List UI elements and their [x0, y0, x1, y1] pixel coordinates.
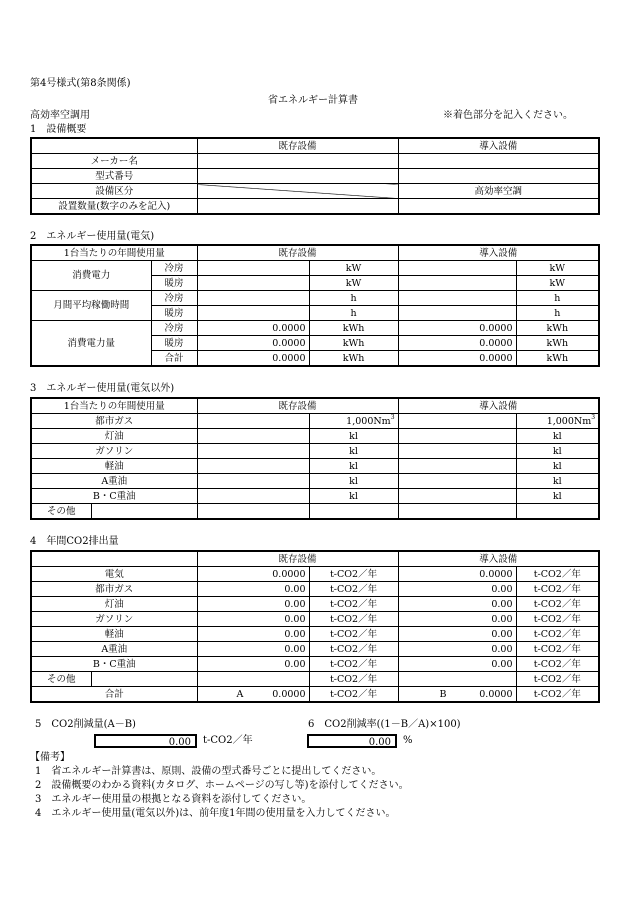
row-a-oil: A重油 [31, 474, 197, 489]
power-heating-new-input[interactable] [398, 276, 516, 291]
co2-other-existing[interactable] [197, 672, 309, 687]
quantity-new-input[interactable] [398, 199, 599, 215]
maker-new-input[interactable] [398, 154, 599, 169]
bc-oil-new-input[interactable] [398, 489, 516, 504]
group-hours: 月間平均稼働時間 [31, 291, 151, 321]
co2-city-gas-new: 0.00 [398, 582, 516, 597]
hours-heating-existing-input[interactable] [197, 306, 309, 321]
row-category: 設備区分 [31, 184, 197, 199]
kerosene-new-input[interactable] [398, 429, 516, 444]
co2-reduction-unit: t-CO2／年 [203, 735, 253, 746]
quantity-existing-input[interactable] [197, 199, 398, 215]
fill-note: ※着色部分を記入ください。 [443, 110, 573, 121]
col-existing: 既存設備 [197, 551, 398, 567]
row-quantity: 設置数量(数字のみを記入) [31, 199, 197, 215]
energy-total-existing: 0.0000 [197, 351, 309, 367]
label-cooling: 冷房 [151, 261, 197, 276]
unit: t-CO2／年 [516, 597, 599, 612]
a-oil-existing-input[interactable] [197, 474, 309, 489]
unit: kWh [309, 336, 398, 351]
co2-gasoline-existing: 0.00 [197, 612, 309, 627]
unit: kl [309, 474, 398, 489]
co2-total-existing: A 0.0000 [197, 687, 309, 703]
model-existing-input[interactable] [197, 169, 398, 184]
unit: h [309, 306, 398, 321]
row-city-gas: 都市ガス [31, 582, 197, 597]
label-b: B [439, 688, 447, 700]
unit: t-CO2／年 [309, 627, 398, 642]
section1-heading: 1 設備概要 [30, 124, 87, 135]
unit: t-CO2／年 [309, 672, 398, 687]
co2-light-oil-existing: 0.00 [197, 627, 309, 642]
city-gas-existing-input[interactable] [197, 414, 309, 429]
unit: t-CO2／年 [309, 597, 398, 612]
row-light-oil: 軽油 [31, 459, 197, 474]
hours-heating-new-input[interactable] [398, 306, 516, 321]
row-a-oil: A重油 [31, 642, 197, 657]
unit: kl [309, 429, 398, 444]
unit: kl [516, 489, 599, 504]
co2-a-oil-existing: 0.00 [197, 642, 309, 657]
unit: kW [516, 261, 599, 276]
unit: kWh [516, 336, 599, 351]
row-total: 合計 [31, 687, 197, 703]
unit: kl [309, 489, 398, 504]
unit: t-CO2／年 [309, 582, 398, 597]
label-cooling: 冷房 [151, 291, 197, 306]
note-item: 1 省エネルギー計算書は、原則、設備の型式番号ごとに提出してください。 [35, 766, 382, 777]
unit: kl [516, 459, 599, 474]
unit: kl [516, 429, 599, 444]
row-gasoline: ガソリン [31, 444, 197, 459]
notes-heading: 【備考】 [30, 752, 70, 763]
unit: kWh [516, 321, 599, 336]
form-number: 第4号様式(第8条関係) [30, 78, 131, 89]
hours-cooling-existing-input[interactable] [197, 291, 309, 306]
category-label: 高効率空調用 [30, 110, 90, 121]
co2-reduction-rate: 0.00 [307, 734, 397, 748]
row-other: その他 [31, 504, 91, 520]
unit: t-CO2／年 [309, 612, 398, 627]
unit: t-CO2／年 [309, 567, 398, 582]
row-city-gas: 都市ガス [31, 414, 197, 429]
unit: t-CO2／年 [516, 687, 599, 703]
co2-reduction-amount: 0.00 [94, 734, 197, 748]
section6-heading: 6 CO2削減率((1－B／A)×100) [308, 719, 461, 730]
unit: kW [516, 276, 599, 291]
col-new: 導入設備 [398, 245, 599, 261]
label-heating: 暖房 [151, 336, 197, 351]
row-other: その他 [31, 672, 91, 687]
hours-cooling-new-input[interactable] [398, 291, 516, 306]
other-name-input[interactable] [91, 504, 197, 520]
col-new: 導入設備 [398, 138, 599, 154]
unit: t-CO2／年 [516, 642, 599, 657]
row-kerosene: 灯油 [31, 429, 197, 444]
a-oil-new-input[interactable] [398, 474, 516, 489]
row-header: 1台当たりの年間使用量 [31, 398, 197, 414]
light-oil-existing-input[interactable] [197, 459, 309, 474]
unit: kl [516, 474, 599, 489]
row-bc-oil: B・C重油 [31, 657, 197, 672]
co2-reduction-rate-unit: % [403, 735, 413, 746]
co2-total-new: B 0.0000 [398, 687, 516, 703]
unit: 1,000Nm$^3$ [516, 414, 599, 429]
note-item: 3 エネルギー使用量の根拠となる資料を添付してください。 [35, 794, 312, 805]
unit: 1,000Nm$^3$ [309, 414, 398, 429]
unit: kWh [516, 351, 599, 367]
non-electric-usage-table [30, 397, 600, 520]
section2-heading: 2 エネルギー使用量(電気) [30, 231, 155, 242]
power-cooling-new-input[interactable] [398, 261, 516, 276]
unit: t-CO2／年 [309, 657, 398, 672]
co2-other-name[interactable] [91, 672, 197, 687]
row-model: 型式番号 [31, 169, 197, 184]
label-total: 合計 [151, 351, 197, 367]
col-existing: 既存設備 [197, 245, 398, 261]
unit: t-CO2／年 [309, 642, 398, 657]
other-new-unit-input[interactable] [516, 504, 599, 520]
co2-gasoline-new: 0.00 [398, 612, 516, 627]
unit: t-CO2／年 [516, 672, 599, 687]
label-cooling: 冷房 [151, 321, 197, 336]
gasoline-existing-input[interactable] [197, 444, 309, 459]
label-a: A [236, 688, 244, 700]
unit: t-CO2／年 [516, 627, 599, 642]
category-new-value: 高効率空調 [398, 184, 599, 199]
unit: kW [309, 276, 398, 291]
unit: t-CO2／年 [516, 567, 599, 582]
note-item: 2 設備概要のわかる資料(カタログ、ホームページの写し等)を添付してください。 [35, 780, 409, 791]
category-existing-na [197, 184, 398, 199]
unit: t-CO2／年 [516, 612, 599, 627]
bc-oil-existing-input[interactable] [197, 489, 309, 504]
other-new-input[interactable] [398, 504, 516, 520]
row-electricity: 電気 [31, 567, 197, 582]
other-existing-input[interactable] [197, 504, 309, 520]
electricity-usage-table [30, 244, 600, 367]
label-heating: 暖房 [151, 306, 197, 321]
city-gas-new-input[interactable] [398, 414, 516, 429]
energy-total-new: 0.0000 [398, 351, 516, 367]
light-oil-new-input[interactable] [398, 459, 516, 474]
co2-kerosene-existing: 0.00 [197, 597, 309, 612]
unit: kl [516, 444, 599, 459]
co2-bc-oil-existing: 0.00 [197, 657, 309, 672]
note-item: 4 エネルギー使用量(電気以外)は、前年度1年間の使用量を入力してください。 [35, 808, 396, 819]
unit: h [516, 291, 599, 306]
unit: kWh [309, 351, 398, 367]
unit: h [516, 306, 599, 321]
co2-other-new[interactable] [398, 672, 516, 687]
kerosene-existing-input[interactable] [197, 429, 309, 444]
row-maker: メーカー名 [31, 154, 197, 169]
co2-bc-oil-new: 0.00 [398, 657, 516, 672]
unit: kWh [309, 321, 398, 336]
unit: kl [309, 444, 398, 459]
co2-electricity-existing: 0.0000 [197, 567, 309, 582]
power-heating-existing-input[interactable] [197, 276, 309, 291]
model-new-input[interactable] [398, 169, 599, 184]
unit: kl [309, 459, 398, 474]
col-new: 導入設備 [398, 398, 599, 414]
section3-heading: 3 エネルギー使用量(電気以外) [30, 383, 175, 394]
unit: t-CO2／年 [516, 582, 599, 597]
co2-light-oil-new: 0.00 [398, 627, 516, 642]
equipment-overview-table [30, 137, 600, 215]
col-new: 導入設備 [398, 551, 599, 567]
co2-emission-table [30, 550, 600, 703]
unit: t-CO2／年 [309, 687, 398, 703]
co2-electricity-new: 0.0000 [398, 567, 516, 582]
label-heating: 暖房 [151, 276, 197, 291]
other-existing-unit-input[interactable] [309, 504, 398, 520]
energy-heating-new: 0.0000 [398, 336, 516, 351]
col-existing: 既存設備 [197, 138, 398, 154]
row-bc-oil: B・C重油 [31, 489, 197, 504]
energy-heating-existing: 0.0000 [197, 336, 309, 351]
energy-cooling-existing: 0.0000 [197, 321, 309, 336]
group-power: 消費電力 [31, 261, 151, 291]
maker-existing-input[interactable] [197, 154, 398, 169]
co2-kerosene-new: 0.00 [398, 597, 516, 612]
section5-heading: 5 CO2削減量(A－B) [35, 719, 136, 730]
group-energy: 消費電力量 [31, 321, 151, 367]
col-existing: 既存設備 [197, 398, 398, 414]
unit: kW [309, 261, 398, 276]
row-light-oil: 軽油 [31, 627, 197, 642]
co2-a-oil-new: 0.00 [398, 642, 516, 657]
co2-city-gas-existing: 0.00 [197, 582, 309, 597]
unit: h [309, 291, 398, 306]
power-cooling-existing-input[interactable] [197, 261, 309, 276]
page-title: 省エネルギー計算書 [268, 95, 358, 106]
gasoline-new-input[interactable] [398, 444, 516, 459]
header-blank [31, 138, 197, 154]
unit: t-CO2／年 [516, 657, 599, 672]
row-kerosene: 灯油 [31, 597, 197, 612]
row-gasoline: ガソリン [31, 612, 197, 627]
header-blank [31, 551, 197, 567]
row-header: 1台当たりの年間使用量 [31, 245, 197, 261]
section4-heading: 4 年間CO2排出量 [30, 536, 119, 547]
energy-cooling-new: 0.0000 [398, 321, 516, 336]
